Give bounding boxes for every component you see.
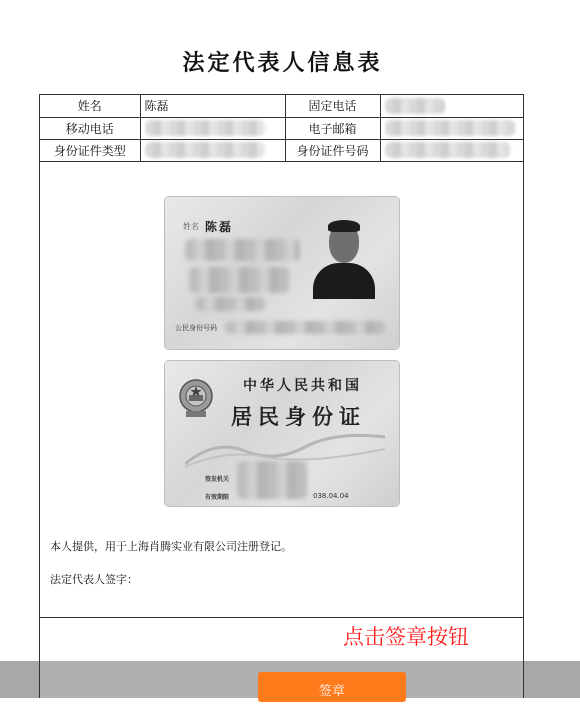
redacted-card-id-number (225, 321, 385, 334)
id-type-label: 身份证件类型 (40, 139, 140, 161)
redacted-landline (385, 98, 445, 114)
redacted-id-type (145, 142, 265, 158)
table-row (40, 117, 523, 139)
id-number-value (380, 139, 523, 161)
card-name: 陈磊 (205, 220, 234, 234)
id-card-back (165, 361, 399, 506)
info-table (40, 95, 523, 162)
redacted-card-info (237, 461, 307, 499)
email-value (380, 117, 523, 139)
info-sheet (39, 94, 524, 698)
page-title: 法定代表人信息表 (182, 50, 383, 76)
landline-label: 固定电话 (285, 95, 380, 117)
national-emblem-icon (177, 377, 215, 419)
sign-button[interactable]: 签章 (258, 672, 406, 702)
id-card-front (165, 197, 399, 349)
card-issuer-label: 签发机关 (205, 476, 230, 483)
card-name-label: 姓名 (183, 222, 199, 231)
email-label: 电子邮箱 (285, 117, 380, 139)
redacted-card-info (189, 267, 289, 293)
redacted-card-info (185, 239, 300, 261)
table-row (40, 95, 523, 117)
landline-value (380, 95, 523, 117)
card-validity-label: 有效期限 (205, 494, 230, 501)
mobile-value (140, 117, 285, 139)
card-validity-date: 038.04.04 (313, 492, 349, 500)
name-value: 陈磊 (140, 95, 285, 117)
redacted-card-info (195, 297, 265, 311)
portrait-photo (313, 215, 375, 299)
name-label: 姓名 (40, 95, 140, 117)
id-type-value (140, 139, 285, 161)
table-row (40, 139, 523, 161)
redacted-id-number (385, 142, 510, 158)
card-title: 居民身份证 (231, 404, 366, 429)
redacted-email (385, 120, 515, 136)
statement-text: 本人提供，用于上海肖腾实业有限公司注册登记。 (50, 540, 292, 553)
id-number-label: 身份证件号码 (285, 139, 380, 161)
card-id-number-label: 公民身份号码 (175, 324, 217, 332)
mobile-label: 移动电话 (40, 117, 140, 139)
signature-label: 法定代表人签字： (50, 573, 138, 586)
redacted-mobile (145, 120, 265, 136)
card-country: 中华人民共和国 (243, 378, 362, 394)
sign-hint: 点击签章按钮 (343, 625, 469, 649)
